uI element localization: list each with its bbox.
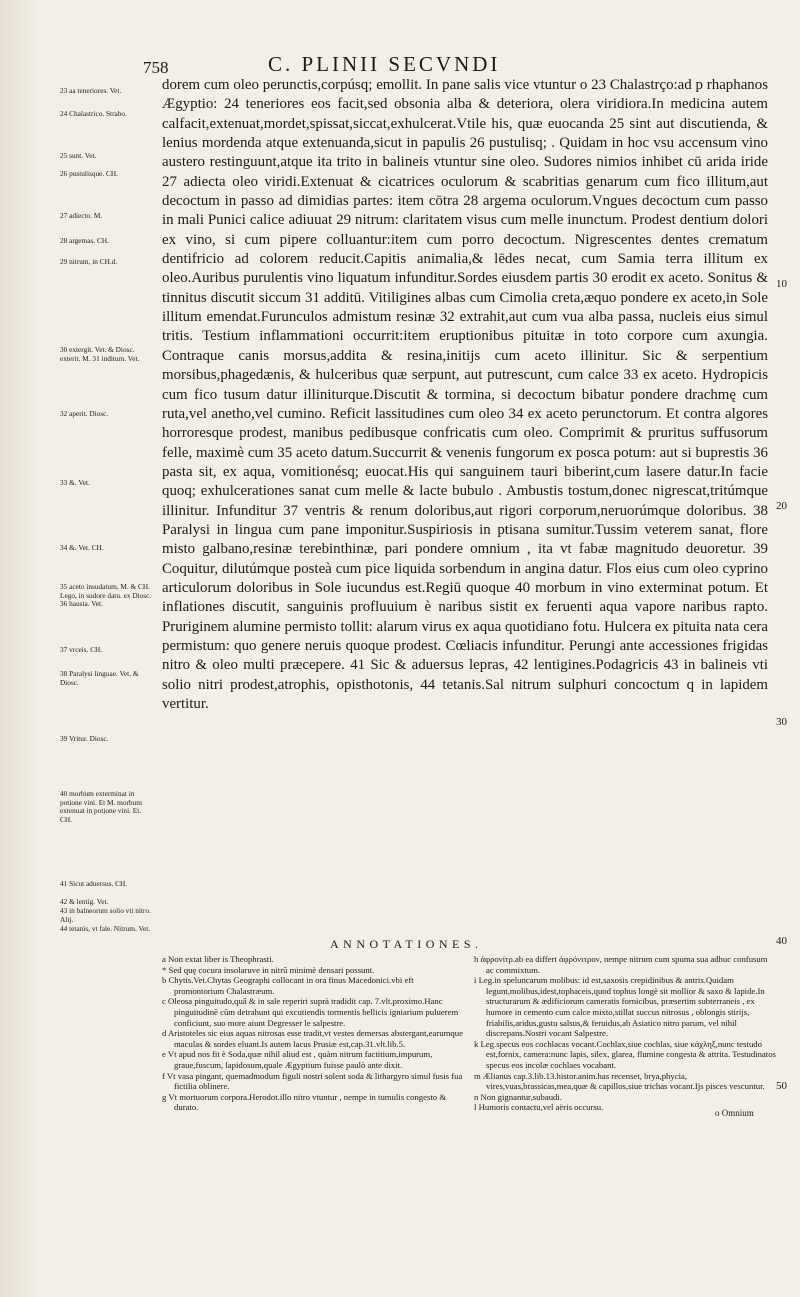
main-text: [162, 76, 768, 714]
margin-note: 30 extergit. Vet. & Diosc. exterit. M. 31 inditum. Vet.: [60, 345, 140, 363]
running-head: C. PLINII SECVNDI: [268, 52, 501, 76]
catchword: o Omnium: [715, 1108, 754, 1118]
margin-note: 33 &. Vet.: [60, 478, 90, 487]
margin-note: 42 & lentig. Vet.: [60, 897, 109, 906]
margin-note: 43 in balneorum solio vti nitro. Alij.: [60, 906, 151, 924]
margin-note: 27 adiecto. M.: [60, 211, 103, 220]
annotation: i Leg.in speluncarum molibus: id est,saxosis crepidinibus & antris.Quidam legunt,molibus,idest,tophaceis,quod tophus longè sit mollior & saxo & lapide.In structurarum & ædificiorum cameratis fornicibus, præsertim subterraneis , ex humore in cemento cum calce mixto,stillat succus nitrosus , oblongis stirijs, friabilis,aridus,gustu salsus,& feruidus,ab Asiatico nitro parum, vel nihil discrepans.Nostri vocant Salpestre.: [474, 975, 765, 1039]
line-number: 20: [776, 500, 787, 512]
line-number: 10: [776, 278, 787, 290]
margin-note: 26 pustulisque. CH.: [60, 169, 118, 178]
annotation: l Humoris contactu,vel aëris occursu.: [474, 1102, 604, 1113]
margin-note: 24 Chalastrico. Strabo.: [60, 109, 127, 118]
margin-note: 34 &. Vet. CH.: [60, 543, 104, 552]
margin-note: 29 nitrum, in CH.d.: [60, 257, 118, 266]
page-number: 758: [143, 58, 169, 77]
annotation: g Vt mortuorum corpora.Herodot.illo nitro vtuntur , nempe in tumulis congesto & durato.: [162, 1091, 447, 1113]
margin-note: 32 aperit. Diosc.: [60, 409, 109, 418]
annotations-heading: ANNOTATIONES.: [330, 937, 483, 951]
annotation: f Vt vasa pingant, quemadmodum figuli nostri solent soda & lithargyro simul fusis fua fictilia oblinere.: [162, 1070, 463, 1092]
line-number: 50: [776, 1080, 787, 1092]
margin-note: 44 tetanis, vt fale. Nitrum. Vet.: [60, 924, 151, 933]
margin-note: 23 aa teneriores. Vet.: [60, 86, 122, 95]
annotation: a Non extat liber is Theophrasti.: [162, 954, 274, 964]
annotation: k Leg.specus eos cochlacas vocant.Cochlax,siue cochlas, siue κάχληξ,nunc testudo est,fornix, camera:nunc lapis, silex, glarea, flumine congesta & attrita. Testudinatos specus eos incolæ cochlaes vocabant.: [474, 1038, 776, 1070]
annotation: d Aristoteles sic eius aquas nitrosas esse tradit,vt vestes demersas abstergant,earumque maculas & sordes eluant.Is autem lacus Prusiæ est,cap.31.vlt.lib.5.: [162, 1028, 463, 1049]
margin-note: 38 Paralysi linguae. Vet. & Diosc.: [60, 669, 139, 687]
annotation: n Non gignantur,subaudi.: [474, 1091, 562, 1102]
margin-note: 25 sunt. Vet.: [60, 151, 97, 160]
line-number: 30: [776, 716, 787, 728]
annotations-right-column: [474, 954, 776, 1113]
annotation: e Vt apud nos fit è Soda,quæ nihil aliud est , quàm nitrum factitium,impurum, graue,fuscum, lapidosum,quale Ægyptium fuisse paulò ante dixit.: [162, 1049, 433, 1070]
margin-note: 39 Vritur. Diosc.: [60, 734, 109, 743]
margin-note: 37 vrceis. CH.: [60, 645, 103, 654]
annotation: m Ælianus cap.3.lib.13.histor.anim.has recenset, brya,phycia, vires,vuas,brassicas,mea,quæ & capillos,siue trichas vocant.Ijs pisces vescuntur.: [474, 1070, 765, 1092]
annotation: h ἀφρονίτρ.ab ea differt ἀφρόνιτρον, nempe nitrum cum spuma sua adhuc confusum ac commixtum.: [474, 954, 768, 975]
annotations-left-column: [162, 954, 464, 1113]
margin-note: 35 aceto insudatum. M. & CH. Lego, in sudore datu. ex Diosc. 36 hausta. Vet.: [60, 582, 152, 609]
annotation: c Oleosa pinguitudo,quâ & in sale reperiri suprà tradidit cap. 7.vlt.proximo.Hanc pinguitudinē cūm detrahunt qui excutiendis tormentis bellicis igniarium puluerem conficiunt, suo more aiunt Degresser le salpestre.: [162, 996, 459, 1028]
line-number: 40: [776, 935, 787, 947]
margin-note: 41 Sicut aduersus. CH.: [60, 879, 128, 888]
margin-note: 28 argemas. CH.: [60, 236, 109, 245]
main-paragraph: dorem cum oleo perunctis,corpúsq; emollit. In pane salis vice vtuntur o 23 Chalastrço:ad p rhaphanos Ægyptio: 24 teneriores eos facit,sed obsonia alba & deteriora, olera viridiora.In medicina autem calfacit,extenuat,mordet,spissat,siccat,exhulcerat.Vtile his, quæ euocanda 25 sint aut discutienda, & lenius mordenda atque extenuanda,sicut in papulis 26 pustulisq; . Quidam in hoc vsu accensum vino austero restinguunt,atque ita trito in balineis vtuntur sine oleo. Sudores nimios inhibet cū arida iride 27 adiecta oleo viridi.Extenuat & cicatrices oculorum & scabritias genarum cum fico illitum,aut decoctum in passo ad dimidias partes: item cōtra 28 argema oculorum.Vngues decoctum cum passo in mali Punici calice adiuuat 29 nitrum: claritatem visus cum melle inunctum. Prodest dentium dolori ex vino, si cum pipere colluantur:item cum porro decoctum. Nigrescentes dentes crematum dentifricio ad colorem reducit.Capitis animalia,& lēdes necat, cum Samia terra illitum ex oleo.Auribus purulentis vino liquatum infunditur.Sordes eiusdem partis 30 erodit ex aceto. Sonitus & tinnitus discutit siccum 31 additū. Vitiligines albas cum Cimolia creta,æquo pondere ex aceto,in Sole illitum emendat.Furunculos admistum resinæ 32 extrahit,aut cum vua alba passa, nucleis eius simul tritis. Testium inflammationi occurrit:item eruptionibus pituitæ in toto corpore cum axungia. Contraque canis morsus,addita & resina,initijs cum aceto illinitur. Sic & serpentium morsibus,phagedænis, & hulceribus quæ serpunt, aut putrescunt, cum calce 33 ex aceto. Hydropicis cum fico tusum datur illiniturque.Discutit & tormina, si decoctum bibatur pondere drachmę cum ruta,vel anetho,vel cumino. Reficit lassitudines cum oleo 34 ex aceto perunctorum. Et contra algores horroresque prodest, manibus pedibusque confricatis cum oleo. Comprimit & pruritus suffusorum felle, maximè cum 35 aceto datum.Succurrit & venenis fungorum ex posca potum: aut si buprestis 36 pasta sit, ex aqua, vomitionésq; euocat.His qui sanguinem tauri biberint,cum lasere datur.In facie quoq; exhulcerationes sanat cum melle & lacte bubulo . Ambustis tostum,donec nigrescat,tritúmque illinitur. Infunditur 37 ventris & renum doloribus,aut rigori corporum,neruorúmque doloribus. 38 Paralysi in lingua cum pane imponitur.Suspiriosis in ptisana sumitur.Tussim veterem sanat, flore misto galbano,resinæ terebinthinæ, pari pondere omnium , ita vt fabæ magnitudo deuoretur. 39 Coquitur, dilutúmque posteà cum pice liquida sorbendum in angina datur. Flos eius cum oleo cyprino articulorum doloribus in Sole iucundus est.Regiū quoque 40 morbum in vino exterminat potum. Et inflationes discutit, sanguinis profluuium è naribus sistit ex feruenti aqua vapore naribus rapto. Pruriginem alumine permisto tollit: alarum virus ex aqua quotidiano fotu. Hulcera ex pituita nata cera permistum: quo genere neruis quoque prodest. Cœliacis infunditur. Perungi ante accessiones frigidas nitro & oleo multi præcepere. 41 Sic & aduersus lepras, 42 lentigines.Podagricis 43 in balineis vti solio nitri prodest,atrophis, opisthotonis, 44 tetanis.Sal nitrum sulphuri concoctum q in lapidem vertitur.: [162, 77, 768, 712]
annotation: * Sed quę cocura insolaruve in nitrū minimè densari possunt.: [162, 964, 375, 975]
page-gutter: [0, 0, 40, 1297]
margin-note: 40 morbum exterminat in potione vini. Et M. morbum extenuat in potione vini. Et. CH.: [60, 789, 142, 824]
annotation: b Chytis.Vet.Chytas Geographi collocant in ora finus Macedonici.vbi eft promontorium Chalastræum.: [162, 975, 414, 996]
